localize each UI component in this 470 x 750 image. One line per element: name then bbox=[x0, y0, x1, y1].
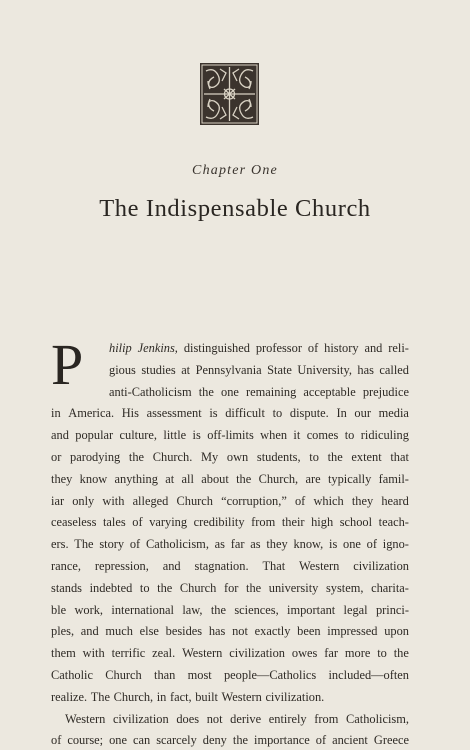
celtic-knot-ornament-icon bbox=[200, 63, 259, 125]
text-line: and popular culture, little is off-limits when it comes to ridiculing bbox=[51, 428, 409, 443]
text-line: iar only with alleged Church “corruption,” of which they heard bbox=[51, 493, 409, 508]
text-line: ble work, international law, the sciences, important legal princi- bbox=[51, 602, 409, 617]
text-line: hilip Jenkins, distinguished professor of history and reli- bbox=[109, 341, 409, 355]
text-line: ples, and much else besides has not exactly been impressed upon bbox=[51, 624, 409, 639]
text-line: Western civilization does not derive entirely from Catholicism, bbox=[65, 711, 409, 726]
text-line: rance, repression, and stagnation. That Western civilization bbox=[51, 558, 409, 573]
text-line: or parodying the Church. My own students, to the extent that bbox=[51, 449, 409, 464]
text-line: of course; one can scarcely deny the importance of ancient Greece bbox=[51, 733, 409, 748]
drop-cap: P bbox=[51, 332, 84, 397]
chapter-body bbox=[51, 332, 409, 750]
text-line: in America. His assessment is difficult to dispute. In our media bbox=[51, 406, 409, 421]
text-line: stands indebted to the Church for the university system, charita- bbox=[51, 580, 409, 595]
chapter-title: The Indispensable Church bbox=[99, 195, 371, 222]
text-line: they know anything at all about the Church, are typically famil- bbox=[51, 471, 409, 486]
text-line: ers. The story of Catholicism, as far as they know, is one of igno- bbox=[51, 537, 409, 552]
text-line: gious studies at Pennsylvania State University, has called bbox=[109, 362, 409, 377]
chapter-number: Chapter One bbox=[192, 163, 278, 178]
text-line: them with terrific zeal. Western civilization owes far more to the bbox=[51, 646, 409, 661]
text-line: anti-Catholicism the one remaining acceptable prejudice bbox=[109, 384, 409, 399]
text-line: ceaseless tales of varying credibility from their high school teach- bbox=[51, 515, 409, 530]
text-line: Catholic Church than most people—Catholics included—often bbox=[51, 667, 409, 682]
text-line: realize. The Church, in fact, built Western civilization. bbox=[51, 689, 325, 704]
